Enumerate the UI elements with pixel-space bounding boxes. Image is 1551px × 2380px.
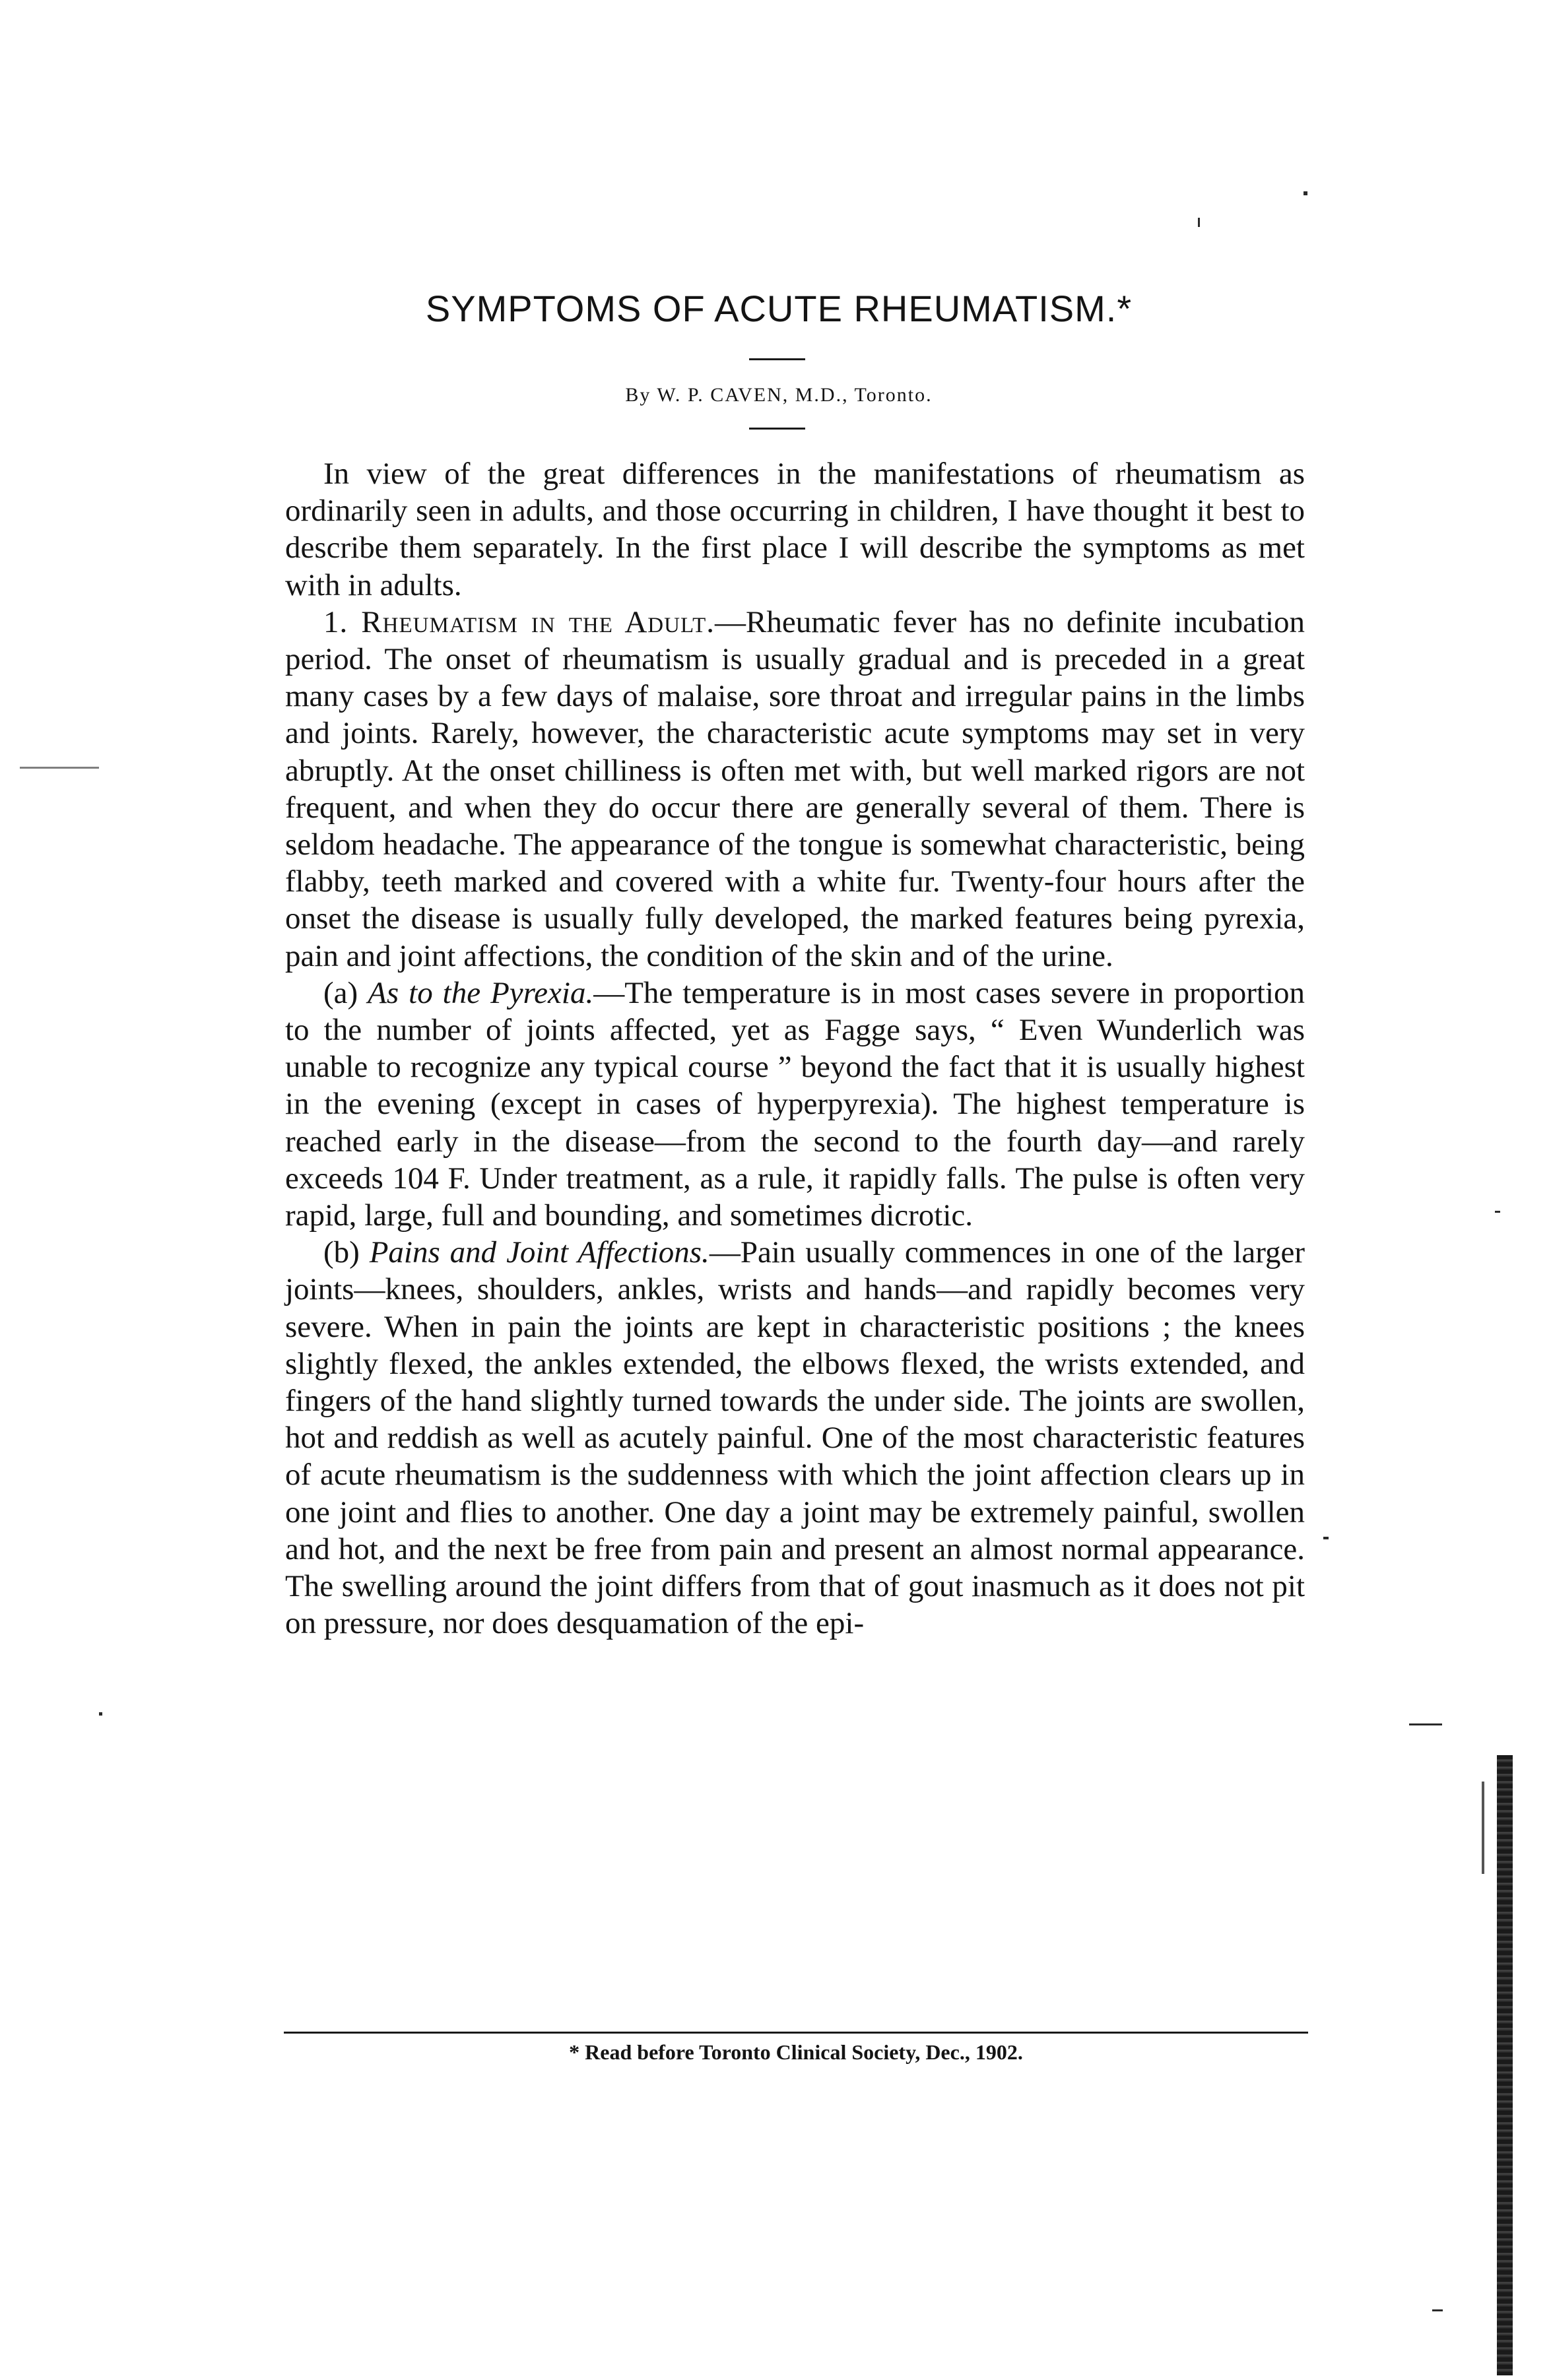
subsection-label-b: (b)	[323, 1235, 360, 1270]
byline-rule	[749, 428, 805, 430]
scan-speck	[1495, 1211, 1500, 1213]
paragraph-pains	[285, 1234, 1305, 1642]
article-title: SYMPTOMS OF ACUTE RHEUMATISM.*	[425, 288, 1133, 329]
scan-speck	[1409, 1723, 1442, 1725]
scan-edge-bar	[1497, 1755, 1513, 2375]
scan-speck	[1482, 1782, 1484, 1874]
section-heading-adult: 1. Rheumatism in the Adult.	[323, 604, 715, 639]
paragraph-pains-text: —Pain usually commences in one of the larger joints—knees, shoulders, ankles, wrists and hands—and rapidly becomes very severe. When in pain the joints are kept in characteristic positions ; the knees slightly flexed, the ankles extended, the elbows flexed, the wrists extended, and fingers of the hand slightly turned towards the under side. The joints are swollen, hot and reddish as well as acutely painful. One of the most characteristic features of acute rheumatism is the suddenness with which the joint affection clears up in one joint and flies to another. One day a joint may be extremely painful, swollen and hot, and the next be free from pain and present an almost normal appearance. The swelling around the joint differs from that of gout inasmuch as it does not pit on pressure, nor does desquamation of the epi-	[285, 1235, 1305, 1641]
scan-speck	[99, 1712, 102, 1716]
paragraph-intro: In view of the great differences in the manifestations of rheumatism as ordinarily seen in adults, and those occurring in children, I have thought it best to describe them separately. In the first place I will describe the symptoms as met with in adults.	[285, 457, 1305, 602]
scan-speck	[1198, 218, 1200, 227]
scan-speck	[1432, 2309, 1443, 2311]
subsection-heading-pains: Pains and Joint Affections.	[369, 1235, 710, 1270]
scan-speck	[20, 767, 99, 769]
subsection-label-a: (a)	[323, 975, 358, 1010]
footnote: * Read before Toronto Clinical Society, Dec., 1902.	[569, 2040, 1023, 2064]
footnote-rule	[284, 2032, 1308, 2034]
paragraph-pyrexia	[285, 975, 1305, 1234]
article-byline: By W. P. CAVEN, M.D., Toronto.	[625, 384, 933, 406]
article-body	[285, 455, 1305, 1642]
scan-speck	[1323, 1537, 1329, 1539]
subsection-heading-pyrexia: As to the Pyrexia.	[368, 975, 594, 1010]
paragraph-pyrexia-text: —The temperature is in most cases severe in proportion to the number of joints affected, yet as Fagge says, “ Even Wunderlich was unable to recognize any typical course ” beyond the fact that it is usually highest in the evening (except in cases of hyperpyrexia). The highest temperature is reached early in the disease—from the second to the fourth day—and rarely exceeds 104 F. Under treatment, as a rule, it rapidly falls. The pulse is often very rapid, large, full and bounding, and sometimes dicrotic.	[285, 975, 1305, 1233]
scan-speck	[1304, 191, 1307, 195]
paragraph-adult	[285, 604, 1305, 975]
title-rule	[749, 358, 805, 360]
paragraph-adult-text: —Rheumatic fever has no definite incubation period. The onset of rheumatism is usually gradual and is preceded in a great many cases by a few days of malaise, sore throat and irregular pains in the limbs and joints. Rarely, however, the characteristic acute symptoms may set in very abruptly. At the onset chilliness is often met with, but well marked rigors are not frequent, and when they do occur there are generally several of them. There is seldom headache. The appearance of the tongue is somewhat characteristic, being flabby, teeth marked and covered with a white fur. Twenty-four hours after the onset the disease is usually fully developed, the marked features being pyrexia, pain and joint affections, the condition of the skin and of the urine.	[285, 604, 1305, 973]
